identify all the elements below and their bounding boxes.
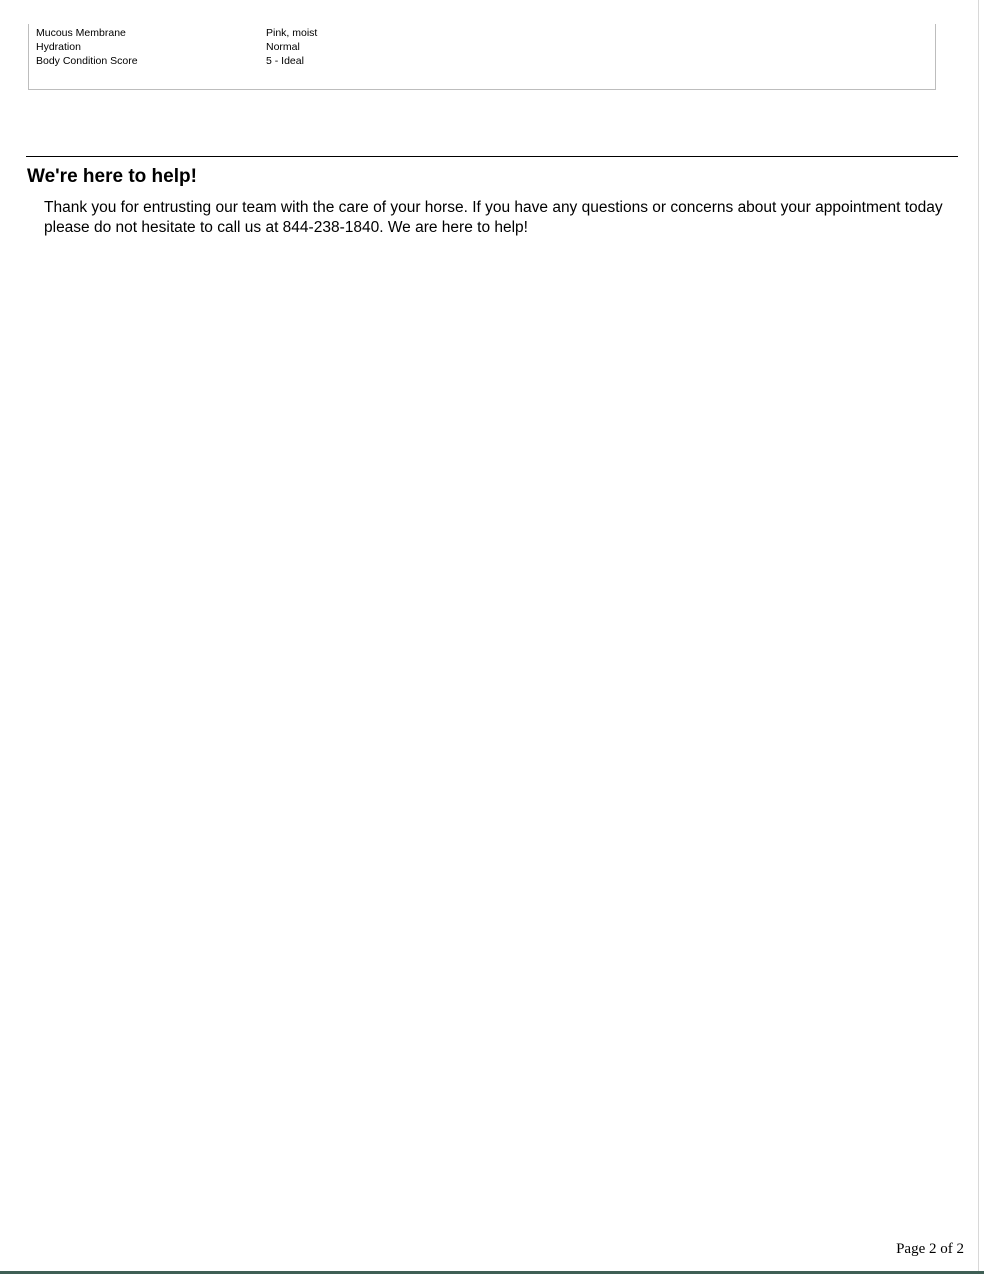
section-divider [26, 156, 958, 157]
help-section-title: We're here to help! [27, 166, 197, 187]
vitals-label: Mucous Membrane [36, 27, 126, 39]
vitals-table [28, 24, 936, 90]
page-edge-divider [978, 0, 979, 1274]
vitals-value: 5 - Ideal [266, 55, 304, 67]
vitals-label: Body Condition Score [36, 55, 138, 67]
vitals-label: Hydration [36, 41, 81, 53]
vitals-value: Pink, moist [266, 27, 318, 39]
page-number: Page 2 of 2 [896, 1241, 964, 1257]
help-section-body: Thank you for entrusting our team with the care of your horse. If you have any questions or concerns about your appointment today please do not hesitate to call us at 844-238-1840. We are here to help! [44, 199, 943, 236]
vitals-value: Normal [266, 41, 300, 53]
